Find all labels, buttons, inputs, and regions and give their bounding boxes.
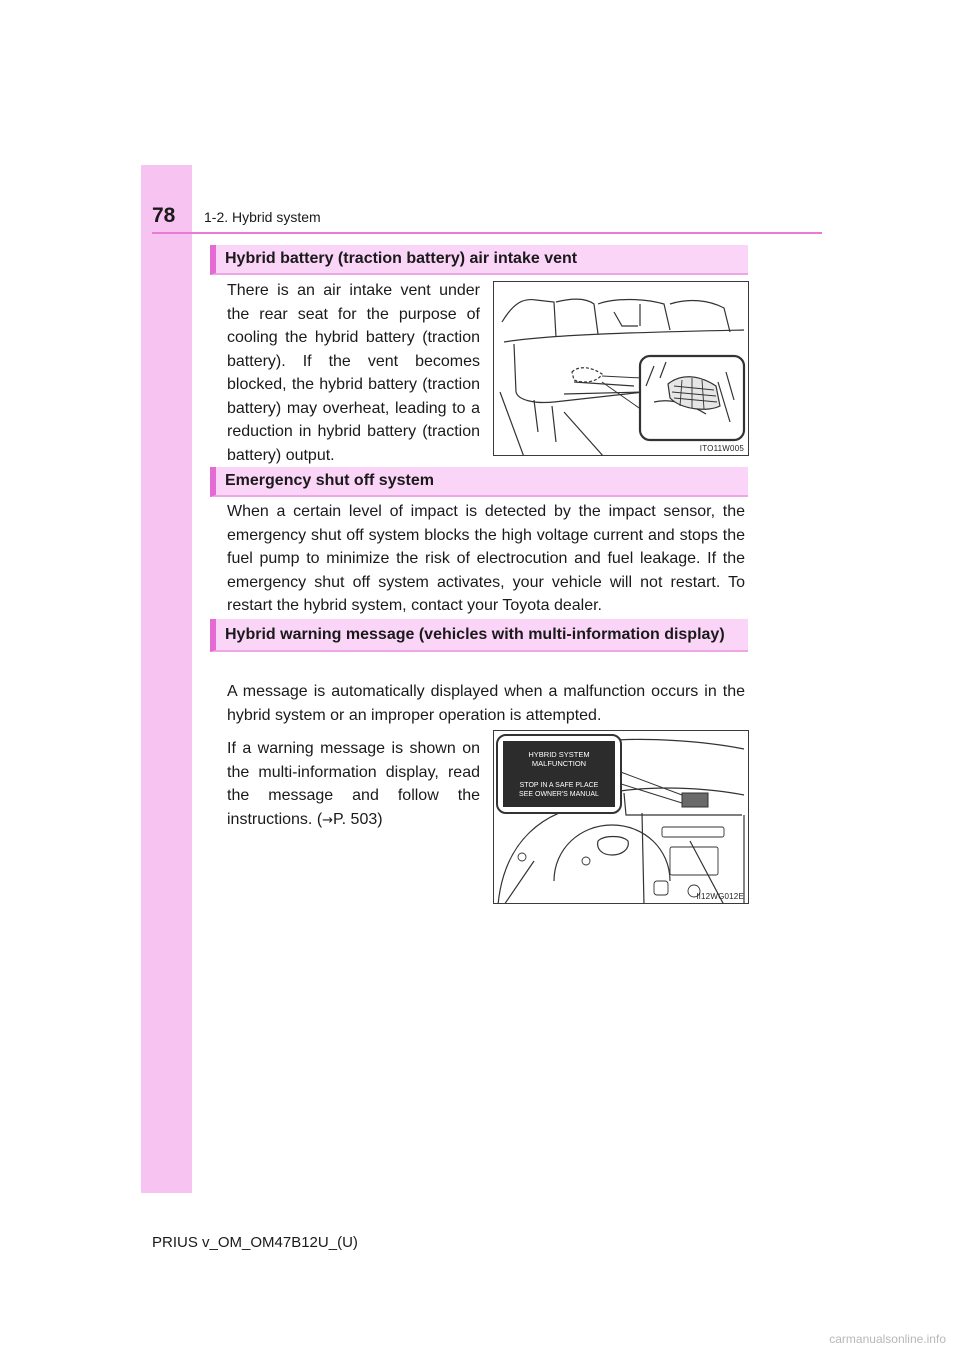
section-title-hybrid-warning-message: Hybrid warning message (vehicles with multi-information display) — [210, 619, 748, 652]
figure-code: ITO11W005 — [699, 444, 744, 453]
display-line-4: SEE OWNER'S MANUAL — [519, 791, 599, 798]
breadcrumb: 1-2. Hybrid system — [204, 209, 321, 225]
display-line-1: HYBRID SYSTEM — [528, 750, 590, 759]
chapter-side-bar — [141, 165, 192, 1193]
page-reference-link[interactable]: P. 503) — [333, 810, 383, 828]
warning-instructions-text — [227, 737, 480, 832]
instructions-text: If a warning message is shown on the multi-information display, read the message and follow the instructions. ( — [227, 740, 480, 828]
rear-seat-vent-illustration — [493, 281, 749, 456]
figure-code: II12WG012E — [696, 892, 744, 901]
display-line-3: STOP IN A SAFE PLACE — [519, 782, 599, 789]
section-title-emergency-shut-off: Emergency shut off system — [210, 467, 748, 497]
warning-message-text: A message is automatically displayed when a malfunction occurs in the hybrid system or an improper operation is attempted. — [227, 683, 745, 724]
watermark: carmanualsonline.info — [829, 1332, 946, 1346]
dashboard-drawing — [494, 731, 749, 904]
page-number: 78 — [152, 204, 176, 227]
header-rule — [152, 232, 822, 234]
rear-seat-drawing — [494, 282, 749, 456]
air-intake-vent-text: There is an air intake vent under the rear seat for the purpose of cooling the hybrid battery (traction battery). If the vent becomes blocked, the hybrid battery (traction battery) may overheat, leading to a reduction in hybrid battery (traction battery) output. — [227, 282, 480, 464]
arrow-icon: → — [322, 812, 334, 828]
multi-information-display-illustration — [493, 730, 749, 904]
display-line-2: MALFUNCTION — [531, 759, 587, 768]
footer-manual-code: PRIUS v_OM_OM47B12U_(U) — [152, 1234, 358, 1251]
emergency-shut-off-text: When a certain level of impact is detected by the impact sensor, the emergency shut off system blocks the high voltage current and stops the fuel pump to minimize the risk of electrocution and fuel leakage. If the emergency shut off system activates, your vehicle will not restart. To restart the hybrid system, contact your Toyota dealer. — [227, 503, 745, 614]
section-title-air-intake-vent: Hybrid battery (traction battery) air intake vent — [210, 245, 748, 275]
